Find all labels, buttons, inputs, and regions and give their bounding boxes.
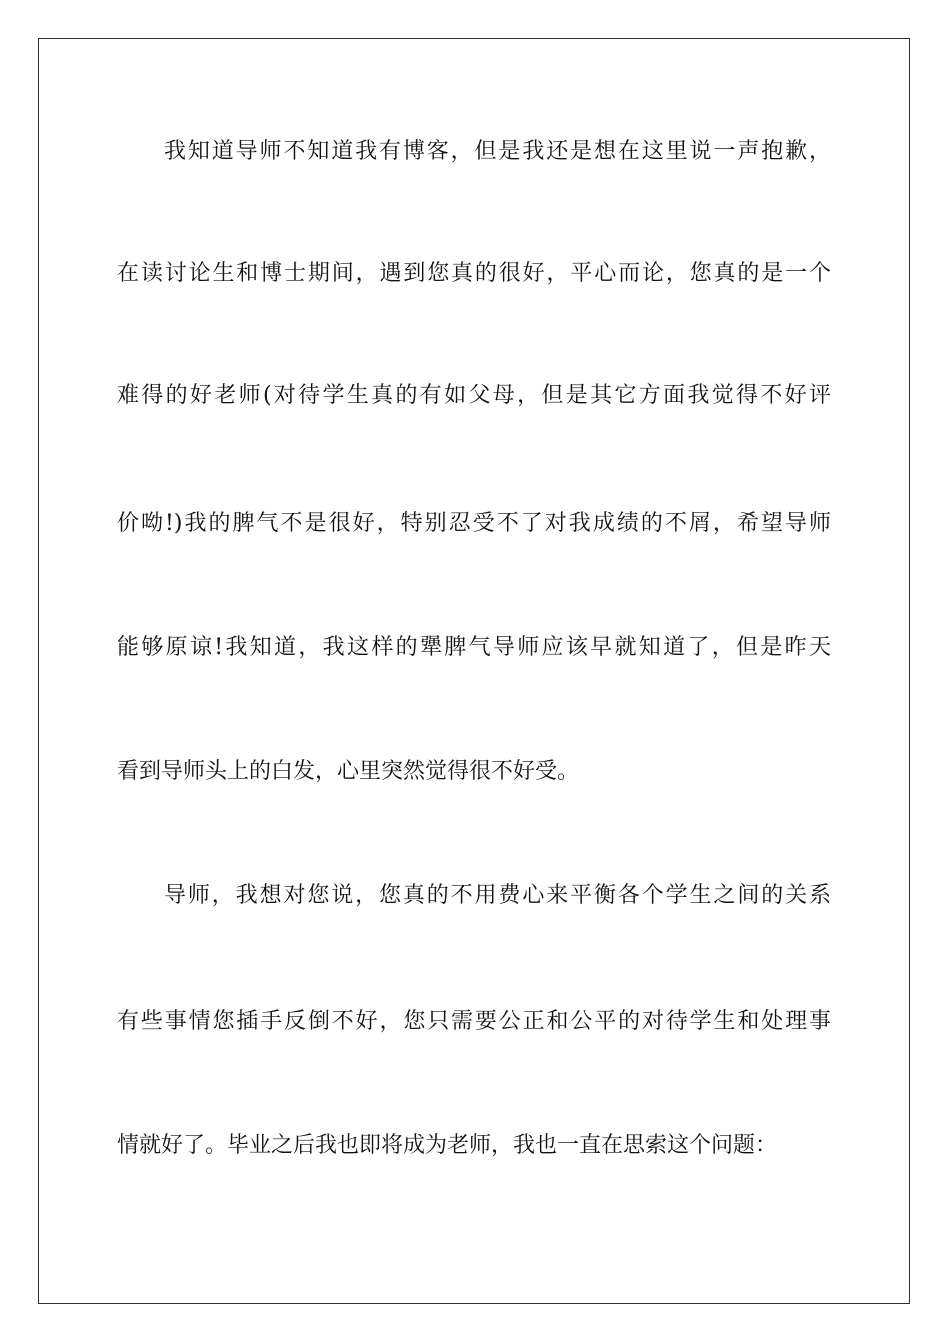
paragraph-1-line-3: 难得的好老师(对待学生真的有如父母，但是其它方面我觉得不好评 [117, 383, 831, 408]
paragraph-1-line-5: 能够原谅!我知道，我这样的犟脾气导师应该早就知道了，但是昨天 [117, 635, 831, 660]
paragraph-2-line-1: 导师，我想对您说，您真的不用费心来平衡各个学生之间的关系 [164, 883, 831, 908]
paragraph-1-line-4: 价呦!)我的脾气不是很好，特别忍受不了对我成绩的不屑，希望导师 [117, 511, 831, 536]
paragraph-1-line-6: 看到导师头上的白发，心里突然觉得很不好受。 [117, 759, 580, 784]
paragraph-1-line-1: 我知道导师不知道我有博客，但是我还是想在这里说一声抱歉， [164, 139, 831, 164]
paragraph-1-line-2: 在读讨论生和博士期间，遇到您真的很好，平心而论，您真的是一个 [117, 261, 831, 286]
page-border [38, 38, 910, 1304]
paragraph-2-line-3: 情就好了。毕业之后我也即将成为老师，我也一直在思索这个问题： [117, 1133, 778, 1158]
paragraph-2-line-2: 有些事情您插手反倒不好，您只需要公正和公平的对待学生和处理事 [117, 1009, 831, 1034]
